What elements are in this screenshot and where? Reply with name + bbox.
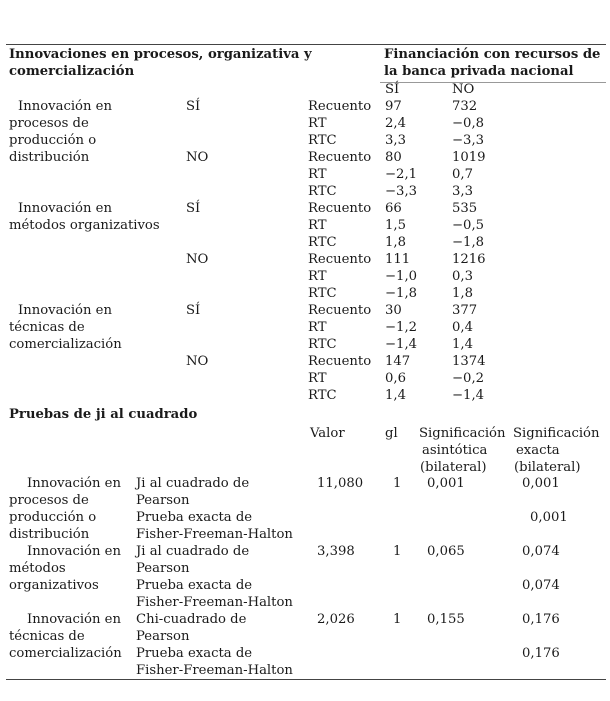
cell-no: 1216 bbox=[452, 252, 486, 267]
group-label-line: distribución bbox=[9, 150, 90, 165]
stat-label: RTC bbox=[308, 235, 337, 250]
stat-label: RT bbox=[308, 269, 327, 284]
cell-si: 111 bbox=[385, 252, 411, 267]
cell-si: 97 bbox=[385, 99, 402, 114]
asint-cell: 0,001 bbox=[427, 476, 465, 491]
group-label-line: producción o bbox=[9, 133, 97, 148]
cell-si: −3,3 bbox=[385, 184, 418, 199]
stat-label: Recuento bbox=[308, 303, 372, 318]
cell-si: 147 bbox=[385, 354, 411, 369]
header-right-line1: Financiación con recursos de bbox=[384, 47, 601, 62]
cell-no: −1,8 bbox=[452, 235, 485, 250]
col-asint-header: Significación bbox=[419, 426, 506, 441]
stat-label: Recuento bbox=[308, 354, 372, 369]
level-label: SÍ bbox=[186, 303, 201, 318]
stat-label: RT bbox=[308, 371, 327, 386]
group-label-line: métodos bbox=[9, 561, 66, 576]
level-label: NO bbox=[186, 252, 209, 267]
level-label: NO bbox=[186, 354, 209, 369]
section-title: Pruebas de ji al cuadrado bbox=[9, 407, 198, 422]
stat-label: RTC bbox=[308, 286, 337, 301]
stat-label: RTC bbox=[308, 388, 337, 403]
test-name: Prueba exacta de bbox=[136, 578, 253, 593]
test-name: Prueba exacta de bbox=[136, 646, 253, 661]
valor-cell: 3,398 bbox=[317, 544, 355, 559]
group-label-line: procesos de bbox=[9, 116, 89, 131]
test-name: Fisher-Freeman-Halton bbox=[136, 595, 293, 610]
cell-si: −1,2 bbox=[385, 320, 418, 335]
cell-si: 3,3 bbox=[385, 133, 406, 148]
group-label-line: Innovación en bbox=[18, 201, 112, 216]
cell-no: 0,3 bbox=[452, 269, 473, 284]
cell-si: 1,5 bbox=[385, 218, 406, 233]
cell-no: 732 bbox=[452, 99, 478, 114]
level-label: SÍ bbox=[186, 99, 201, 114]
col-asint-header: asintótica bbox=[422, 443, 488, 458]
cell-si: −1,8 bbox=[385, 286, 418, 301]
group-label-line: Innovación en bbox=[27, 544, 121, 559]
exacta-cell: 0,001 bbox=[530, 510, 568, 525]
group-label-line: organizativos bbox=[9, 578, 99, 593]
stat-label: Recuento bbox=[308, 252, 372, 267]
test-name: Pearson bbox=[136, 629, 190, 644]
cell-si: −1,4 bbox=[385, 337, 418, 352]
group-label-line: técnicas de bbox=[9, 629, 85, 644]
group-label-line: técnicas de bbox=[9, 320, 85, 335]
col-exacta-header: Significación bbox=[513, 426, 600, 441]
col-si-header: SÍ bbox=[385, 82, 400, 97]
gl-cell: 1 bbox=[393, 544, 402, 559]
group-label-line: distribución bbox=[9, 527, 90, 542]
cell-si: −2,1 bbox=[385, 167, 418, 182]
cell-no: 1,8 bbox=[452, 286, 473, 301]
cell-si: 30 bbox=[385, 303, 402, 318]
stat-label: RT bbox=[308, 218, 327, 233]
col-valor-header: Valor bbox=[310, 426, 345, 441]
cell-si: 80 bbox=[385, 150, 402, 165]
stat-label: Recuento bbox=[308, 99, 372, 114]
stat-label: Recuento bbox=[308, 150, 372, 165]
test-name: Ji al cuadrado de bbox=[136, 544, 250, 559]
cell-no: 535 bbox=[452, 201, 478, 216]
col-no-header: NO bbox=[452, 82, 475, 97]
cell-si: 2,4 bbox=[385, 116, 406, 131]
group-label-line: Innovación en bbox=[18, 99, 112, 114]
cell-si: 1,8 bbox=[385, 235, 406, 250]
test-name: Prueba exacta de bbox=[136, 510, 253, 525]
test-name: Fisher-Freeman-Halton bbox=[136, 663, 293, 678]
col-exacta-header: exacta bbox=[516, 443, 560, 458]
cell-si: −1,0 bbox=[385, 269, 418, 284]
bottom-rule bbox=[6, 679, 606, 680]
cell-no: −0,5 bbox=[452, 218, 485, 233]
cell-no: −1,4 bbox=[452, 388, 485, 403]
cell-si: 1,4 bbox=[385, 388, 406, 403]
asint-cell: 0,065 bbox=[427, 544, 465, 559]
group-label-line: Innovación en bbox=[27, 612, 121, 627]
header-right-line2: la banca privada nacional bbox=[384, 64, 574, 79]
cell-no: 1,4 bbox=[452, 337, 473, 352]
group-label-line: métodos organizativos bbox=[9, 218, 160, 233]
stat-label: RT bbox=[308, 116, 327, 131]
stat-label: RT bbox=[308, 320, 327, 335]
cell-si: 0,6 bbox=[385, 371, 406, 386]
cell-no: 0,7 bbox=[452, 167, 473, 182]
gl-cell: 1 bbox=[393, 476, 402, 491]
cell-no: 377 bbox=[452, 303, 478, 318]
level-label: NO bbox=[186, 150, 209, 165]
stat-label: RTC bbox=[308, 133, 337, 148]
stat-label: Recuento bbox=[308, 201, 372, 216]
group-label-line: comercialización bbox=[9, 646, 122, 661]
col-asint-header: (bilateral) bbox=[420, 460, 487, 475]
test-name: Pearson bbox=[136, 561, 190, 576]
stat-label: RTC bbox=[308, 337, 337, 352]
group-label-line: producción o bbox=[9, 510, 97, 525]
level-label: SÍ bbox=[186, 201, 201, 216]
exacta-cell: 0,074 bbox=[522, 578, 560, 593]
exacta-cell: 0,176 bbox=[522, 612, 560, 627]
test-name: Ji al cuadrado de bbox=[136, 476, 250, 491]
col-exacta-header: (bilateral) bbox=[514, 460, 581, 475]
cell-no: 0,4 bbox=[452, 320, 473, 335]
group-label-line: Innovación en bbox=[18, 303, 112, 318]
stat-label: RT bbox=[308, 167, 327, 182]
gl-cell: 1 bbox=[393, 612, 402, 627]
valor-cell: 2,026 bbox=[317, 612, 355, 627]
cell-no: 1374 bbox=[452, 354, 486, 369]
cell-no: −0,8 bbox=[452, 116, 485, 131]
cell-no: −0,2 bbox=[452, 371, 485, 386]
header-left-line1: Innovaciones en procesos, organizativa y bbox=[9, 47, 312, 62]
header-rule bbox=[380, 82, 606, 83]
header-left-line2: comercialización bbox=[9, 64, 135, 79]
cell-no: −3,3 bbox=[452, 133, 485, 148]
col-gl-header: gl bbox=[385, 426, 398, 441]
test-name: Fisher-Freeman-Halton bbox=[136, 527, 293, 542]
cell-no: 3,3 bbox=[452, 184, 473, 199]
stat-label: RTC bbox=[308, 184, 337, 199]
exacta-cell: 0,074 bbox=[522, 544, 560, 559]
group-label-line: procesos de bbox=[9, 493, 89, 508]
exacta-cell: 0,176 bbox=[522, 646, 560, 661]
group-label-line: comercialización bbox=[9, 337, 122, 352]
top-rule bbox=[6, 44, 606, 45]
exacta-cell: 0,001 bbox=[522, 476, 560, 491]
group-label-line: Innovación en bbox=[27, 476, 121, 491]
cell-no: 1019 bbox=[452, 150, 486, 165]
cell-si: 66 bbox=[385, 201, 402, 216]
test-name: Pearson bbox=[136, 493, 190, 508]
asint-cell: 0,155 bbox=[427, 612, 465, 627]
test-name: Chi-cuadrado de bbox=[136, 612, 247, 627]
valor-cell: 11,080 bbox=[317, 476, 364, 491]
